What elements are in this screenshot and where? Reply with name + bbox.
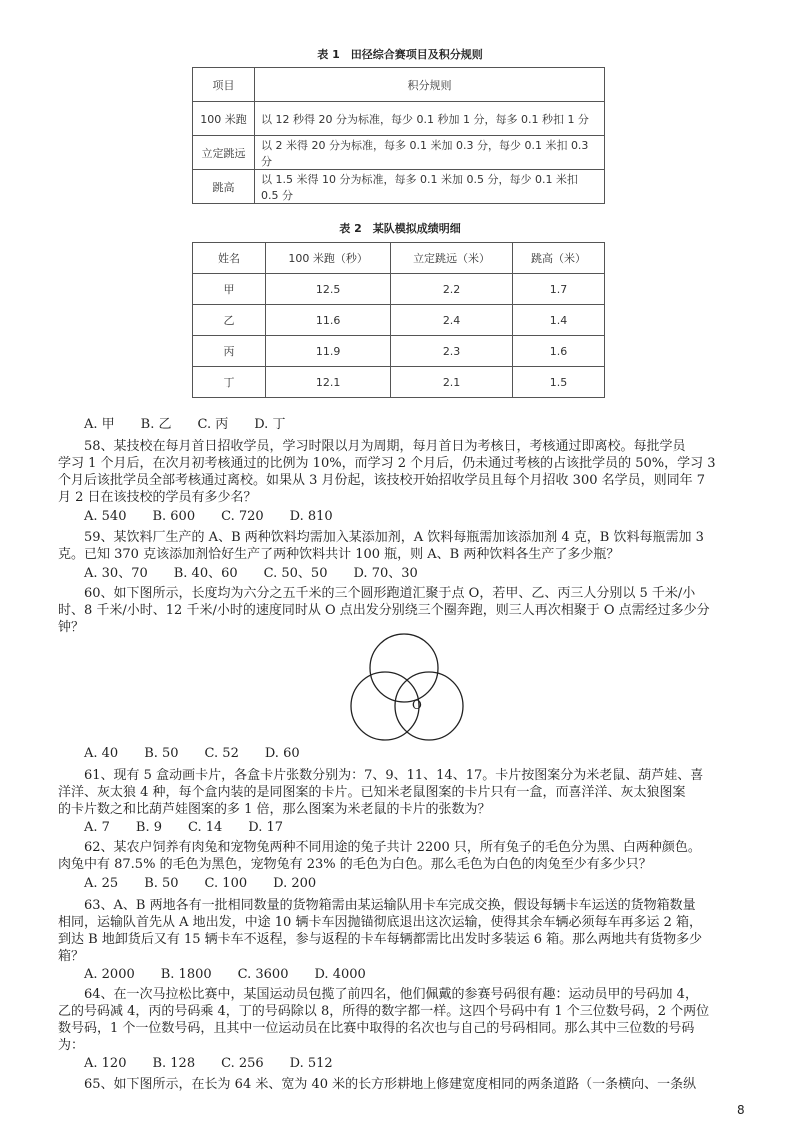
table-cell: 100 米跑 [193,102,255,136]
question-63 [58,897,758,965]
question-line: 月 2 日在该技校的学员有多少名？ [58,490,257,505]
question-line: 箱？ [58,949,85,964]
table-row [193,68,605,102]
question-65 [58,1076,758,1093]
q60-options: A. 40 B. 50 C. 52 D. 60 [84,746,300,761]
mock-results-table [192,242,605,398]
question-line: 58、某技校在每月首日招收学员，学习时限以月为周期，每月首日为考核日，考核通过即离校。每批学员 [84,439,686,454]
q63-options: A. 2000 B. 1800 C. 3600 D. 4000 [84,967,366,982]
question-line: 时、8 千米/小时、12 千米/小时的速度同时从 O 点出发分别绕三个圈奔跑，则三人再次相聚于 O 点需经过多少分 [58,603,710,618]
table-cell: 甲 [193,274,266,305]
table-row [193,274,605,305]
question-line: 63、A、B 两地各有一批相同数量的货物箱需由某运输队用卡车完成交换，假设每辆卡车运送的货物箱数量 [84,898,696,913]
track-circle-left [351,672,419,740]
table-cell: 12.5 [266,274,391,305]
question-line: 相同，运输队首先从 A 地出发，中途 10 辆卡车因抛锚彻底退出这次运输，使得其余车辆必须每车再多运 2 箱， [58,915,702,930]
table-cell: 1.4 [512,305,604,336]
question-line: 为： [58,1038,85,1053]
table-row [193,305,605,336]
q64-options: A. 120 B. 128 C. 256 D. 512 [84,1056,333,1071]
track-circle-right [395,672,463,740]
scoring-rules-table [192,67,605,204]
table-cell: 丙 [193,336,266,367]
q58-options: A. 540 B. 600 C. 720 D. 810 [84,509,333,524]
table1-caption: 表 1 田径综合赛项目及积分规则 [317,48,483,61]
question-line: 克。已知 370 克该添加剂恰好生产了两种饮料共计 100 瓶，则 A、B 两种饮料各生产了多少瓶？ [58,547,620,562]
question-line: 钟？ [58,620,85,635]
table-header-cell: 立定跳远（米） [391,243,513,274]
question-line: 61、现有 5 盒动画卡片，各盒卡片张数分别为：7、9、11、14、17。卡片按图案分为米老鼠、葫芦娃、喜 [84,768,704,783]
q59-options: A. 30、70 B. 40、60 C. 50、50 D. 70、30 [84,566,418,581]
table-cell: 跳高 [193,170,255,204]
question-line: 学习 1 个月后，在次月初考核通过的比例为 10%，而学习 2 个月后，仍未通过考核的占该批学员的 50%，学习 3 [58,456,716,471]
question-line: 64、在一次马拉松比赛中，某国运动员包揽了前四名，他们佩戴的参赛号码很有趣：运动员甲的号码加 4， [84,987,698,1002]
question-line: 60、如下图所示，长度均为六分之五千米的三个圆形跑道汇聚于点 O，若甲、乙、丙三人分别以 5 千米/小 [84,586,696,601]
question-line: 的卡片数之和比葫芦娃图案的多 1 倍，那么图案为米老鼠的卡片的张数为？ [58,802,491,817]
three-circle-track-figure [340,632,470,742]
table-cell: 12.1 [266,367,391,398]
question-line: 乙的号码减 4，丙的号码乘 4，丁的号码除以 8，所得的数字都一样。这四个号码中有 1 个三位数号码，2 个两位 [58,1004,710,1019]
table2-caption: 表 2 某队模拟成绩明细 [339,222,461,235]
table-header-cell: 姓名 [193,243,266,274]
table-cell: 2.4 [391,305,513,336]
table-cell: 2.1 [391,367,513,398]
table-header-cell: 100 米跑（秒） [266,243,391,274]
table-cell: 1.6 [512,336,604,367]
table-row [193,170,605,204]
table-row [193,102,605,136]
q61-options: A. 7 B. 9 C. 14 D. 17 [84,820,284,835]
table-header-cell: 积分规则 [255,68,605,102]
table-cell: 2.2 [391,274,513,305]
table-cell: 以 12 秒得 20 分为标准，每少 0.1 秒加 1 分，每多 0.1 秒扣 1 分 [255,102,605,136]
table-cell: 丁 [193,367,266,398]
question-60 [58,585,758,636]
table-cell: 立定跳远 [193,136,255,170]
table-header-cell: 跳高（米） [512,243,604,274]
table-row [193,367,605,398]
question-line: 洋洋、灰太狼 4 种，每个盒内装的是同图案的卡片。已知米老鼠图案的卡片只有一盒，而喜洋洋、灰太狼图案 [58,785,686,800]
table-header-cell: 项目 [193,68,255,102]
question-line: 62、某农户饲养有肉兔和宠物兔两种不同用途的兔子共计 2200 只，所有兔子的毛色分为黑、白两种颜色。 [84,840,701,855]
table-cell: 1.7 [512,274,604,305]
question-line: 到达 B 地卸货后又有 15 辆卡车不返程，参与返程的卡车每辆都需比出发时多装运 6 箱。那么两地共有货物多少 [58,932,703,947]
table-row [193,243,605,274]
table-cell: 以 2 米得 20 分为标准，每多 0.1 米加 0.3 分，每少 0.1 米扣 0.3 分 [255,136,605,170]
question-line: 数号码，1 个一位数号码，且其中一位运动员在比赛中取得的名次也与自己的号码相同。那么其中三位数的号码 [58,1021,695,1036]
table-row [193,136,605,170]
question-line: 65、如下图所示，在长为 64 米、宽为 40 米的长方形耕地上修建宽度相同的两条道路（一条横向、一条纵 [84,1077,697,1092]
question-line: 59、某饮料厂生产的 A、B 两种饮料均需加入某添加剂，A 饮料每瓶需加该添加剂 4 克，B 饮料每瓶需加 3 [84,530,704,545]
question-64 [58,986,758,1054]
track-circle-top [370,634,438,702]
question-59 [58,529,758,563]
table-cell: 乙 [193,305,266,336]
table-cell: 以 1.5 米得 10 分为标准，每多 0.1 米加 0.5 分，每少 0.1 米扣 0.5 分 [255,170,605,204]
q57-options: A. 甲 B. 乙 C. 丙 D. 丁 [84,417,286,432]
question-62 [58,839,758,873]
question-58 [58,438,758,506]
table-cell: 2.3 [391,336,513,367]
question-line: 肉兔中有 87.5% 的毛色为黑色，宠物兔有 23% 的毛色为白色。那么毛色为白色的肉兔至少有多少只？ [58,857,652,872]
table-cell: 11.6 [266,305,391,336]
question-line: 个月后该批学员全部考核通过离校。如果从 3 月份起，该技校开始招收学员且每个月招收 300 名学员，则同年 7 [58,473,706,488]
point-o-label: O [412,698,422,712]
q62-options: A. 25 B. 50 C. 100 D. 200 [84,876,317,891]
page-number: 8 [737,1103,745,1117]
table-cell: 1.5 [512,367,604,398]
table-cell: 11.9 [266,336,391,367]
table-row [193,336,605,367]
question-61 [58,767,758,818]
